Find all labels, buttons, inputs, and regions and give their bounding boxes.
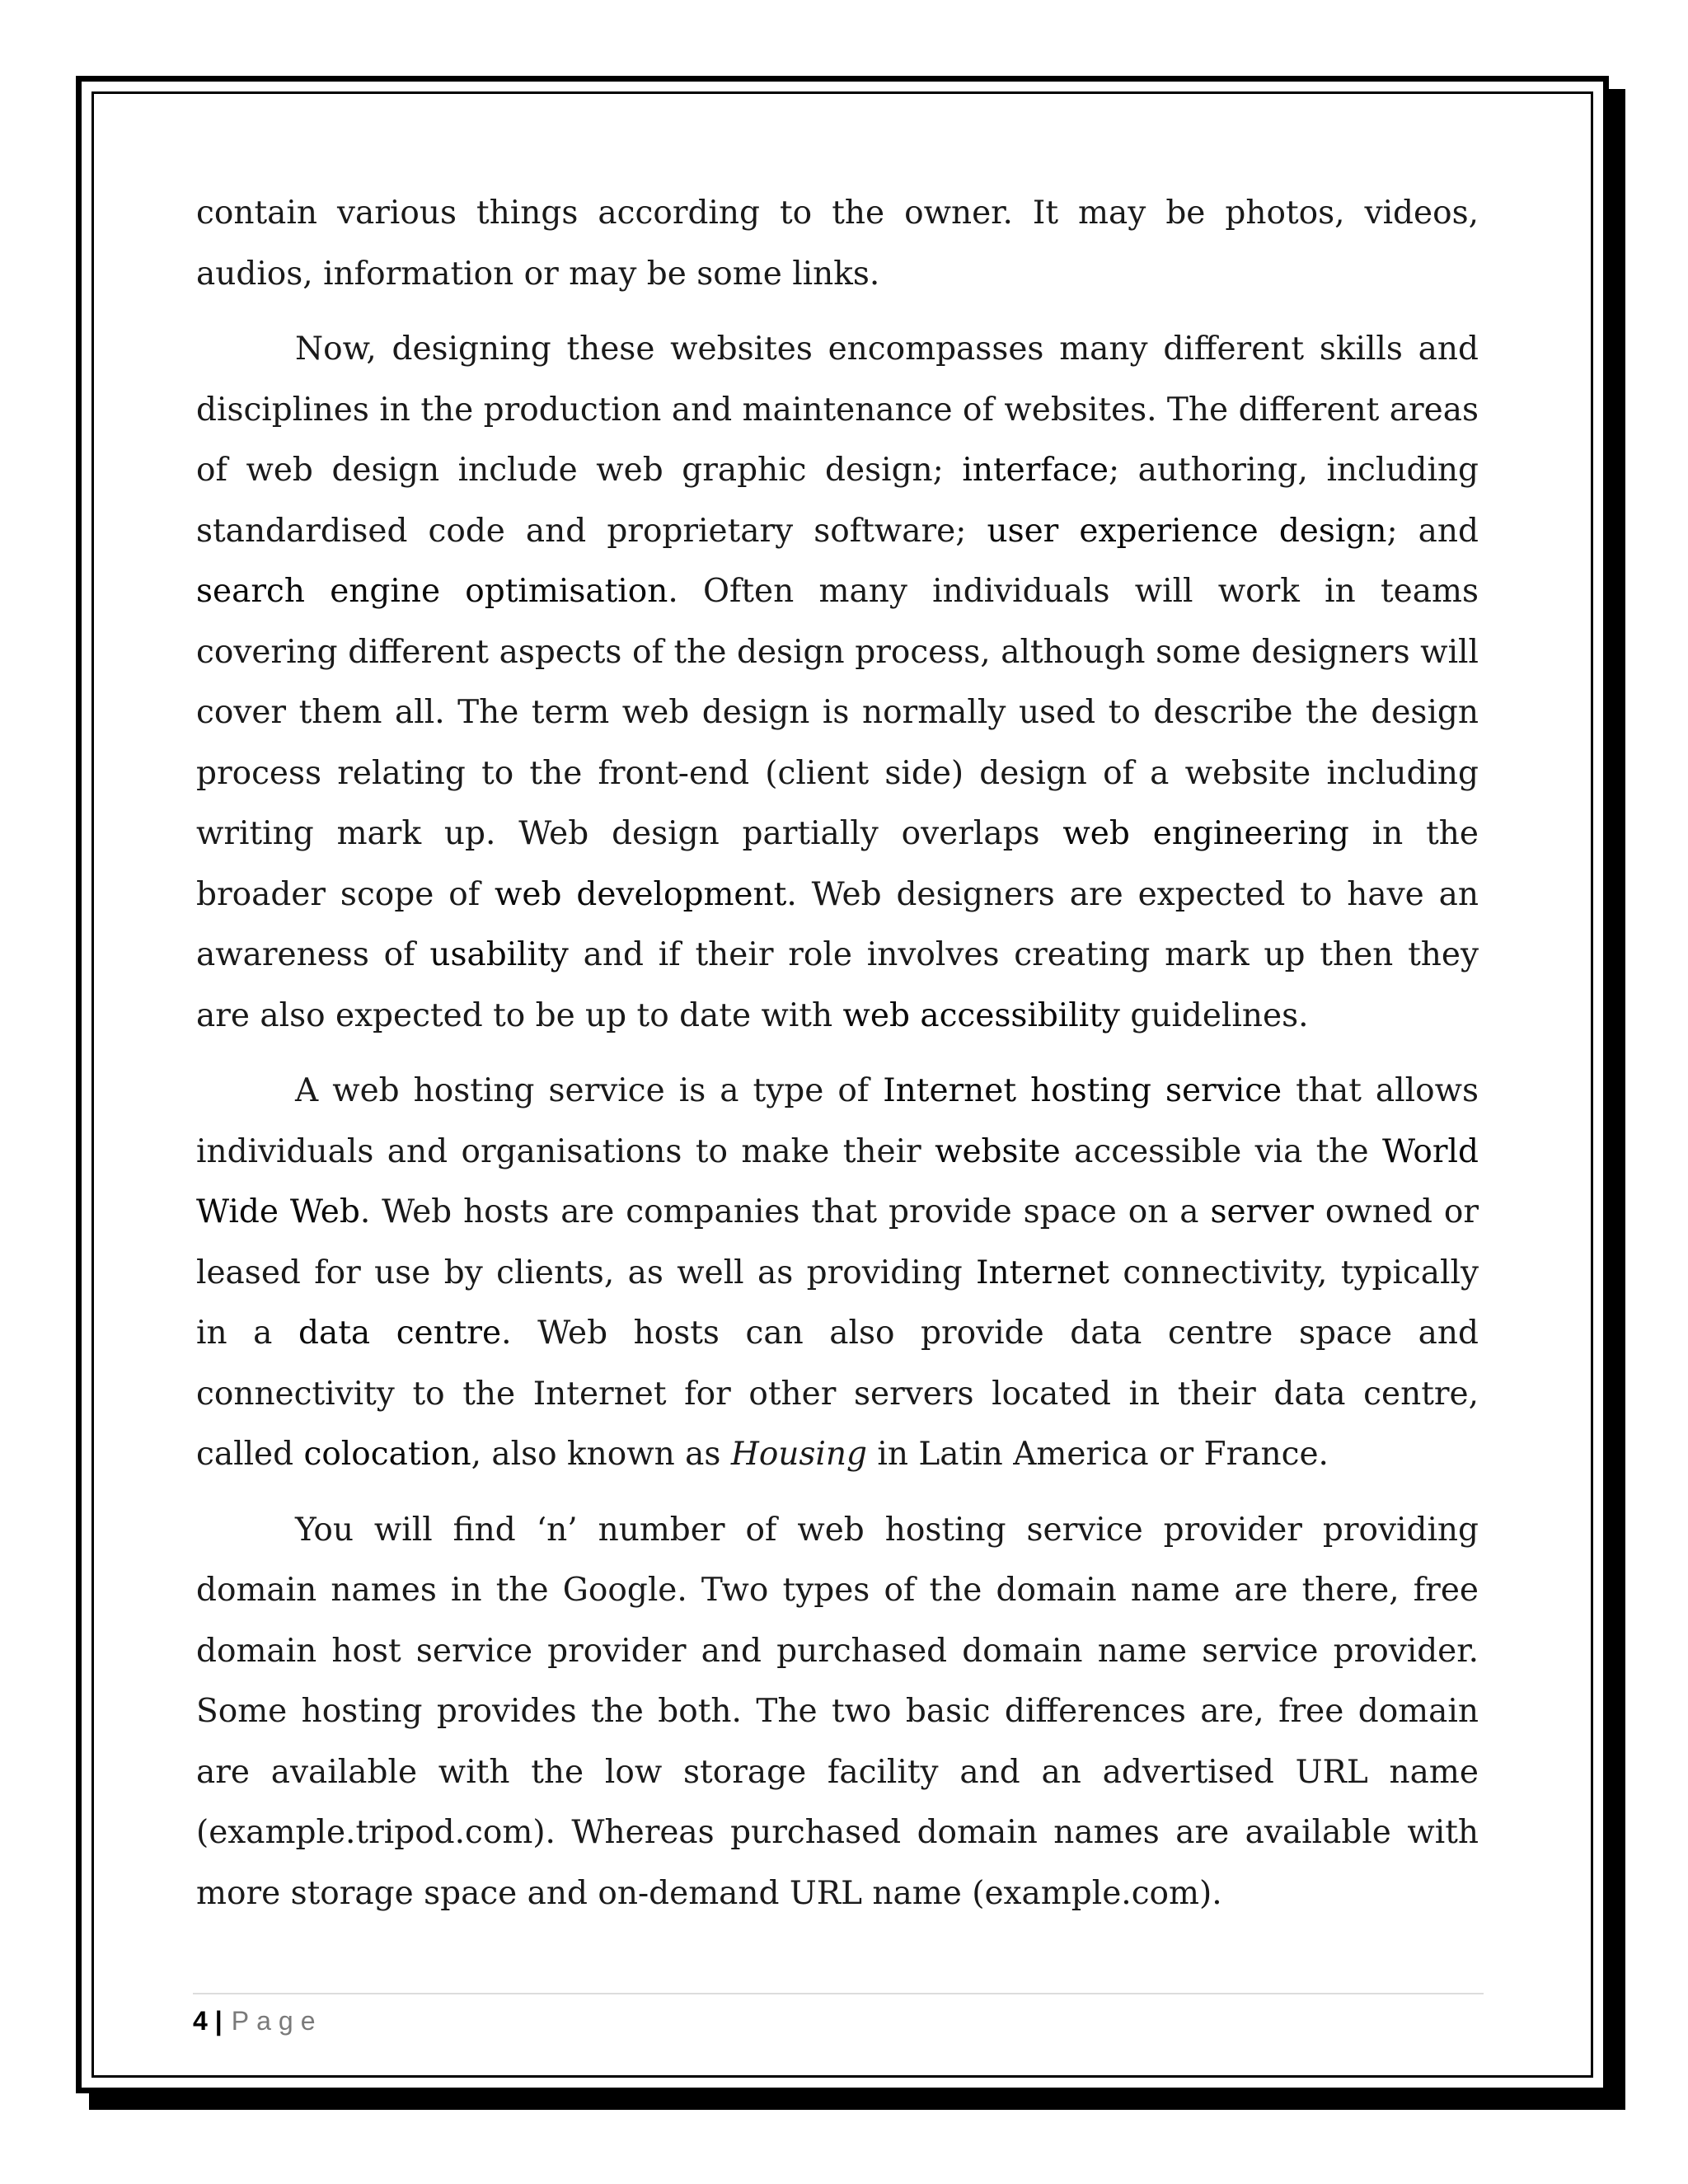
text-run: ; authoring, including standardised code and proprietary software;: [196, 452, 1479, 550]
text-run: owned or leased for use by clients, as well as providing: [196, 1193, 1479, 1291]
page-label: Page: [231, 2006, 323, 2036]
inline-link-text[interactable]: user experience design: [987, 512, 1387, 550]
text-run: , also known as: [471, 1436, 731, 1473]
text-run: contain various things according to the owner. It may be photos, videos, audios, information or may be some links.: [196, 194, 1479, 293]
text-run: connectivity, typically in a: [196, 1254, 1479, 1352]
footer-divider: [193, 1993, 1484, 1994]
text-run: in the broader scope of: [196, 815, 1479, 913]
text-run: You will find ‘n’ number of web hosting service provider providing domain names in the Google. Two types of the domain name are there, free domain host service provider and purchased domain name service provider. Some hosting provides the both. The two basic differences are, free domain are available with the low storage facility and an advertised URL name (example.tripod.com). Whereas purchased domain names are available with more storage space and on-demand URL name (example.com).: [196, 1511, 1479, 1912]
document-body: [196, 183, 1479, 1938]
inline-link-text[interactable]: web engineering: [1062, 815, 1349, 852]
inline-link-text[interactable]: colocation: [303, 1436, 471, 1473]
page-footer: [193, 1999, 322, 2042]
text-run: guidelines.: [1119, 996, 1309, 1034]
inline-link-text[interactable]: search engine optimisation: [196, 573, 668, 610]
paragraph: [196, 319, 1479, 1046]
text-run: Now, designing these websites encompasses many different skills and disciplines in the production and maintenance of websites. The different areas of web design include web graphic design;: [196, 330, 1479, 489]
inline-link-text[interactable]: usability: [429, 936, 569, 973]
text-run: . Web hosts can also provide data centre space and connectivity to the Internet for other servers located in their data centre, called: [196, 1315, 1479, 1473]
italic-text: Housing: [730, 1436, 867, 1473]
inline-link-text[interactable]: Internet: [976, 1254, 1109, 1291]
inline-link-text[interactable]: server: [1210, 1193, 1314, 1230]
text-run: in Latin America or France.: [867, 1436, 1329, 1473]
text-run: ; and: [1386, 512, 1479, 550]
text-run: that allows individuals and organisations to make their: [196, 1072, 1479, 1170]
inline-link-text[interactable]: web development: [495, 875, 787, 913]
text-run: accessible via the: [1060, 1132, 1382, 1170]
text-run: . Web hosts are companies that provide space on a: [359, 1193, 1211, 1230]
paragraph: [196, 183, 1479, 304]
text-run: A web hosting service is a type of: [295, 1072, 884, 1109]
inline-link-text[interactable]: website: [935, 1132, 1061, 1170]
paragraph: [196, 1500, 1479, 1924]
inline-link-text[interactable]: interface: [962, 452, 1109, 489]
paragraph: [196, 1061, 1479, 1485]
text-run: and if their role involves creating mark up then they are also expected to be up to date with: [196, 936, 1479, 1034]
inline-link-text[interactable]: Internet hosting service: [883, 1072, 1282, 1109]
inline-link-text[interactable]: data centre: [298, 1315, 502, 1352]
inline-link-text[interactable]: web accessibility: [842, 996, 1120, 1034]
footer-separator: |: [214, 2006, 223, 2036]
page-number: 4: [193, 2006, 209, 2036]
text-run: . Web designers are expected to have an awareness of: [196, 875, 1479, 973]
text-run: . Often many individuals will work in teams covering different aspects of the design process, although some designers will cover them all. The term web design is normally used to describe the design process relating to the front-end (client side) design of a website including writing mark up. Web design partially overlaps: [196, 573, 1479, 852]
inline-link-text[interactable]: World Wide Web: [196, 1132, 1479, 1230]
